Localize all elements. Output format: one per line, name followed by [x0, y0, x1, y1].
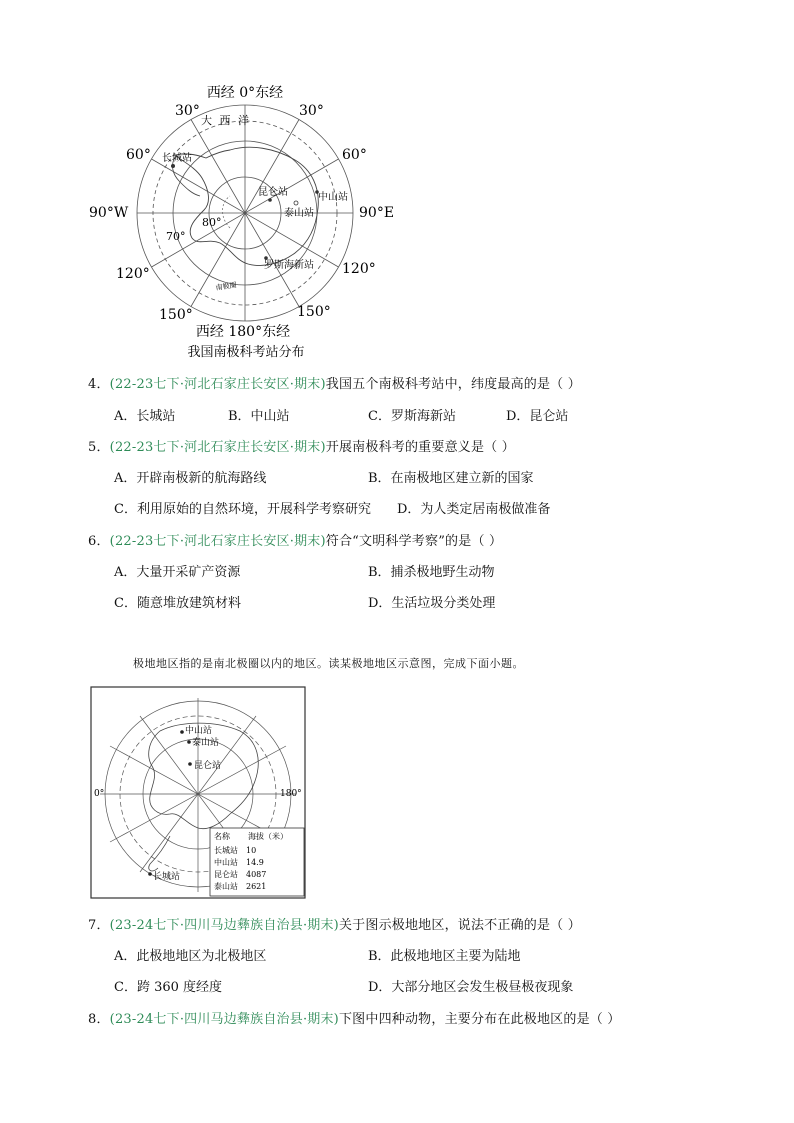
label-lon120-w: 120°: [116, 266, 150, 282]
station-taishan-dot: [294, 201, 298, 205]
q5-option-a[interactable]: A．开辟南极新的航海路线: [114, 471, 267, 486]
question-number: 6．: [88, 534, 110, 549]
label-ocean: 大 西 洋: [201, 114, 251, 127]
question-text: 关于图示极地地区，说法不正确的是（ ）: [338, 918, 581, 933]
label-lon150-e: 150°: [297, 304, 331, 320]
antarctica-outline: [176, 147, 318, 265]
map1-grid: [137, 105, 353, 321]
question-number: 4．: [88, 377, 110, 392]
map1-caption: 我国南极科考站分布: [187, 345, 305, 360]
q6-option-a[interactable]: A．大量开采矿产资源: [114, 565, 241, 580]
question-text: 下图中四种动物，主要分布在此极地区的是（ ）: [338, 1012, 621, 1027]
map2-label-lon180: 180°: [280, 789, 302, 799]
altitude-table-header-name: 名称: [214, 832, 230, 841]
q4-option-a[interactable]: A．长城站: [114, 409, 176, 424]
map2-label-kunlun: 昆仑站: [194, 761, 222, 771]
q4-option-d[interactable]: D．昆仑站: [506, 409, 569, 424]
question-source[interactable]: (22-23七下·河北石家庄长安区·期末): [109, 377, 326, 392]
q7-option-a[interactable]: A．此极地地区为北极地区: [114, 949, 267, 964]
antarctic-stations-map: [80, 78, 410, 368]
map2-station-taishan-dot: [187, 740, 191, 744]
question-4: [88, 373, 581, 392]
polar-region-map: [90, 686, 306, 900]
question-5: [88, 436, 515, 455]
q5-option-c[interactable]: C．利用原始的自然环境，开展科学考察研究: [114, 502, 371, 517]
label-lat70: 70°: [166, 230, 186, 243]
question-source[interactable]: (23-24七下·四川马边彝族自治县·期末): [109, 1012, 339, 1027]
question-source[interactable]: (22-23七下·河北石家庄长安区·期末): [109, 534, 326, 549]
question-text: 符合“文明科学考察”的是（ ）: [325, 534, 503, 549]
map2-station-changcheng-dot: [148, 872, 152, 876]
station-changcheng-dot: [171, 164, 175, 168]
altitude-table-row-name: 泰山站: [214, 882, 238, 891]
label-antarctic-circle: 南极圈: [215, 281, 238, 292]
q6-option-c[interactable]: C．随意堆放建筑材料: [114, 596, 241, 611]
label-lon60-e: 60°: [342, 147, 367, 163]
label-lat80: 80°: [202, 216, 222, 229]
label-changcheng: 长城站: [162, 153, 192, 164]
station-kunlun-dot: [268, 198, 272, 202]
q6-option-d[interactable]: D．生活垃圾分类处理: [368, 596, 496, 611]
altitude-table-row-name: 中山站: [214, 858, 238, 867]
label-luosihai: 罗斯海新站: [264, 260, 314, 271]
question-8: [88, 1008, 621, 1027]
question-number: 5．: [88, 440, 110, 455]
q6-option-b[interactable]: B．捕杀极地野生动物: [368, 565, 495, 580]
q7-option-b[interactable]: B．此极地地区主要为陆地: [368, 949, 521, 964]
altitude-table-row-value: 4087: [246, 870, 267, 879]
label-lon150-w: 150°: [159, 307, 193, 323]
altitude-table-row-value: 14.9: [246, 858, 264, 867]
question-number: 8．: [88, 1012, 110, 1027]
q4-option-c[interactable]: C．罗斯海新站: [368, 409, 456, 424]
label-lon90w: 90°W: [89, 205, 129, 221]
q7-option-d[interactable]: D．大部分地区会发生极昼极夜现象: [368, 980, 574, 995]
label-lon120-e: 120°: [342, 261, 376, 277]
altitude-table: [210, 828, 304, 896]
label-top: 西经 0°东经: [206, 85, 284, 101]
altitude-table-row-name: 昆仑站: [214, 870, 238, 879]
map2-label-zhongshan: 中山站: [185, 726, 213, 736]
map2-label-lon0: 0°: [94, 789, 105, 799]
label-lon90e: 90°E: [359, 205, 395, 221]
altitude-table-row-value: 10: [246, 846, 257, 855]
label-lon30-e: 30°: [299, 103, 324, 119]
label-lon30-w: 30°: [175, 103, 200, 119]
question-text: 开展南极科考的重要意义是（ ）: [325, 440, 515, 455]
label-kunlun: 昆仑站: [258, 187, 288, 198]
q4-option-b[interactable]: B．中山站: [228, 409, 290, 424]
altitude-table-row-value: 2621: [246, 882, 267, 891]
label-zhongshan: 中山站: [318, 192, 348, 203]
q5-option-d[interactable]: D．为人类定居南极做准备: [397, 502, 551, 517]
question-6: [88, 530, 502, 549]
altitude-table-header-alt: 海拔（米）: [248, 832, 288, 841]
question-source[interactable]: (23-24七下·四川马边彝族自治县·期末): [109, 918, 339, 933]
altitude-table-row-name: 长城站: [214, 846, 238, 855]
section-intro: 极地地区指的是南北极圈以内的地区。读某极地地区示意图，完成下面小题。: [133, 657, 524, 670]
map2-label-changcheng: 长城站: [153, 872, 181, 882]
map2-station-kunlun-dot: [188, 762, 192, 766]
label-lon60-w: 60°: [126, 147, 151, 163]
question-7: [88, 914, 581, 933]
map2-station-zhongshan-dot: [180, 730, 184, 734]
label-taishan: 泰山站: [284, 208, 314, 219]
question-source[interactable]: (22-23七下·河北石家庄长安区·期末): [109, 440, 326, 455]
q5-option-b[interactable]: B．在南极地区建立新的国家: [368, 471, 534, 486]
question-text: 我国五个南极科考站中，纬度最高的是（ ）: [325, 377, 581, 392]
label-bottom: 西经 180°东经: [195, 324, 291, 340]
map2-label-taishan: 泰山站: [192, 738, 220, 748]
question-number: 7．: [88, 918, 110, 933]
q7-option-c[interactable]: C．跨 360 度经度: [114, 980, 223, 995]
